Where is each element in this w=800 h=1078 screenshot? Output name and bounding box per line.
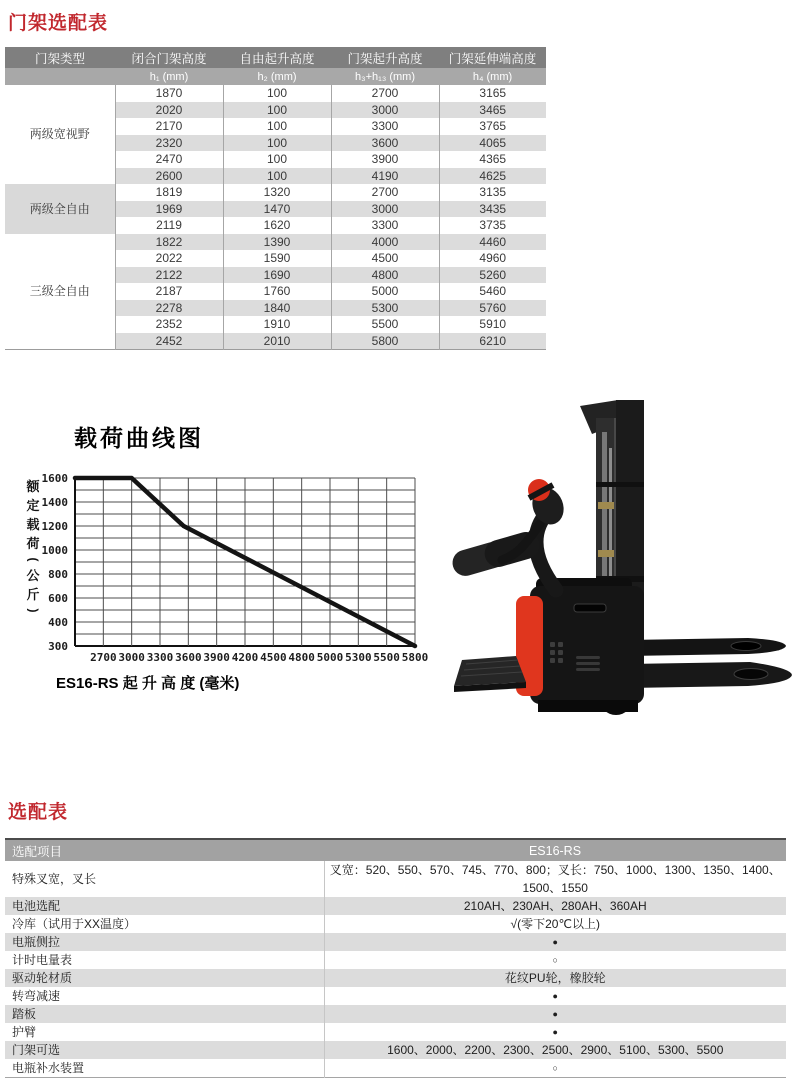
option-value: ○: [324, 1059, 786, 1078]
y-axis-label-char: 定: [26, 498, 40, 513]
mast-cell: 3300: [331, 217, 439, 234]
options-header-row: [5, 839, 786, 861]
mast-cell: 5760: [439, 300, 546, 317]
grille-dot: [558, 658, 563, 663]
mast-cell: 5460: [439, 283, 546, 300]
x-tick-label: 2700: [90, 651, 117, 664]
y-tick-label: 1000: [41, 544, 68, 557]
mast-cell: 3165: [439, 85, 546, 102]
option-label: 电瓶侧拉: [5, 933, 324, 951]
mast-cell: 2122: [115, 267, 223, 284]
mast-selection-table: [5, 47, 546, 350]
product-image-stacker: [450, 390, 795, 720]
mast-cell: 5800: [331, 333, 439, 350]
options-header-model: ES16-RS: [324, 839, 786, 861]
option-value: ●: [324, 1023, 786, 1041]
mast-cell: 1470: [223, 201, 331, 218]
mast-cell: 3000: [331, 102, 439, 119]
subheader-h2: h₂ (mm): [223, 68, 331, 85]
grille-dot: [558, 650, 563, 655]
mast-table-row: [5, 234, 546, 251]
col-header-lift-height: 门架起升高度: [331, 47, 439, 68]
options-table: [5, 838, 786, 1078]
option-row: [5, 1059, 786, 1078]
mast-cell: 1969: [115, 201, 223, 218]
mast-cell: 2187: [115, 283, 223, 300]
mast-cell: 4190: [331, 168, 439, 185]
grille-dot: [558, 642, 563, 647]
x-tick-label: 3000: [118, 651, 145, 664]
mast-cell: 3435: [439, 201, 546, 218]
mast-cell: 4800: [331, 267, 439, 284]
mast-cell: 6210: [439, 333, 546, 350]
y-tick-label: 1400: [41, 496, 68, 509]
option-row: [5, 933, 786, 951]
mast-cell: 2470: [115, 151, 223, 168]
col-header-free-lift: 自由起升高度: [223, 47, 331, 68]
x-tick-label: 3300: [146, 651, 174, 664]
option-value: √(零下20℃以上): [324, 915, 786, 933]
mast-cell: 5000: [331, 283, 439, 300]
y-axis-label-char: 荷: [26, 536, 40, 551]
option-value: 花纹PU轮，橡胶轮: [324, 969, 786, 987]
y-tick-label: 300: [48, 640, 68, 653]
mast-cell: 3600: [331, 135, 439, 152]
mast-cell: 1840: [223, 300, 331, 317]
col-header-closed-height: 闭合门架高度: [115, 47, 223, 68]
mast-cell: 4000: [331, 234, 439, 251]
option-label: 电瓶补水装置: [12, 1061, 85, 1075]
mast-cell: 1590: [223, 250, 331, 267]
mast-cell: 3300: [331, 118, 439, 135]
option-value: ●: [324, 987, 786, 1005]
mast-group-label: 三级全自由: [5, 234, 115, 350]
y-axis-label-char: 斤: [26, 587, 40, 602]
option-label: 护臂: [12, 1025, 37, 1039]
mast-cell: 2600: [115, 168, 223, 185]
mast-cell: 1690: [223, 267, 331, 284]
options-header-item: 选配项目: [5, 839, 324, 861]
mast-group-label: 两级全自由: [5, 184, 115, 234]
y-axis-label-char: (: [26, 557, 41, 562]
mast-cell: 1620: [223, 217, 331, 234]
mast-cell: 2022: [115, 250, 223, 267]
mast-cell: 4500: [331, 250, 439, 267]
subheader-h3: h₃+h₁₃ (mm): [331, 68, 439, 85]
fork-rear-slot: [731, 642, 761, 651]
mast-table-row: [5, 85, 546, 102]
fork-front-slot: [734, 669, 768, 680]
mast-cell: 3900: [331, 151, 439, 168]
mast-cell: 3135: [439, 184, 546, 201]
option-label: 冷库（试用于XX温度）: [12, 917, 137, 931]
x-tick-label: 3600: [175, 651, 202, 664]
mast-cell: 4960: [439, 250, 546, 267]
mast-fitting: [598, 502, 614, 509]
mast-cell: 100: [223, 118, 331, 135]
mast-cell: 2352: [115, 316, 223, 333]
mast-cell: 100: [223, 102, 331, 119]
mast-cell: 1320: [223, 184, 331, 201]
x-tick-label: 5000: [316, 651, 344, 664]
chart-y-axis-label: [24, 477, 42, 617]
mast-cell: 5910: [439, 316, 546, 333]
col-header-mast-type: 门架类型: [5, 47, 115, 68]
mast-cell: 3735: [439, 217, 546, 234]
x-tick-label: 4800: [288, 651, 315, 664]
option-row: [5, 861, 786, 897]
mast-cell: 2700: [331, 184, 439, 201]
grille-dot: [550, 650, 555, 655]
grille-dot: [550, 642, 555, 647]
body-skirt: [538, 700, 638, 712]
option-label: 踏板: [5, 1005, 324, 1023]
option-label: 特殊叉宽，叉长: [12, 872, 97, 886]
mast-cell: 4625: [439, 168, 546, 185]
col-header-extended-height: 门架延伸端高度: [439, 47, 546, 68]
option-row: [5, 1005, 786, 1023]
mast-cell: 5300: [331, 300, 439, 317]
mast-cell: 1390: [223, 234, 331, 251]
mast-cell: 100: [223, 168, 331, 185]
y-tick-label: 800: [48, 568, 68, 581]
option-row: [5, 897, 786, 915]
option-label: 门架可选: [5, 1041, 324, 1059]
vent-slot: [576, 656, 600, 659]
load-curve-chart: [20, 410, 440, 672]
mast-cell: 100: [223, 85, 331, 102]
option-label: 驱动轮材质: [5, 969, 324, 987]
y-axis-label-char: 公: [26, 568, 40, 583]
option-row: [5, 915, 786, 933]
mast-cell: 4065: [439, 135, 546, 152]
mast-cell: 4460: [439, 234, 546, 251]
subheader-blank: [5, 68, 115, 85]
mast-table-row: [5, 184, 546, 201]
option-value: ●: [324, 1005, 786, 1023]
option-value: 1600、2000、2200、2300、2500、2900、5100、5300、5500: [324, 1041, 786, 1059]
option-row: [5, 1041, 786, 1059]
mast-cell: 3465: [439, 102, 546, 119]
mast-cell: 1819: [115, 184, 223, 201]
option-row: [5, 1023, 786, 1041]
x-tick-label: 4200: [231, 651, 259, 664]
chart-title: 载荷曲线图: [74, 425, 204, 451]
y-tick-label: 600: [48, 592, 68, 605]
mast-table-subheader-row: [5, 68, 546, 85]
mast-table-title: 门架选配表: [8, 13, 109, 34]
option-value: ○: [324, 951, 786, 969]
option-value: 叉宽：520、550、570、745、770、800；叉长：750、1000、1300、1350、1400、1500、1550: [324, 861, 786, 897]
mast-fitting: [598, 550, 614, 557]
option-value: ●: [324, 933, 786, 951]
mast-cell: 5260: [439, 267, 546, 284]
mast-cell: 1760: [223, 283, 331, 300]
x-tick-label: 5500: [373, 651, 400, 664]
mast-cell: 100: [223, 151, 331, 168]
mast-crossbar: [596, 482, 644, 487]
mast-cell: 1910: [223, 316, 331, 333]
y-axis-label-char: 额: [26, 479, 40, 494]
mast-table-header-row: [5, 47, 546, 68]
options-table-title: 选配表: [8, 802, 69, 823]
option-label: 电池选配: [5, 897, 324, 915]
mast-cell: 1870: [115, 85, 223, 102]
mast-cell: 2452: [115, 333, 223, 350]
chart-x-axis-label: ES16-RS 起 升 高 度 (毫米): [56, 675, 240, 692]
vent-slot: [576, 662, 600, 665]
fork-rear: [628, 638, 786, 656]
mast-group-label: 两级宽视野: [5, 85, 115, 184]
subheader-h4: h₄ (mm): [439, 68, 546, 85]
subheader-h1: h₁ (mm): [115, 68, 223, 85]
option-value: 210AH、230AH、280AH、360AH: [324, 897, 786, 915]
mast-cell: 2170: [115, 118, 223, 135]
y-axis-label-char: ): [26, 608, 41, 613]
x-tick-label: 4500: [260, 651, 287, 664]
mast-cell: 1822: [115, 234, 223, 251]
option-label: 转弯减速: [12, 989, 61, 1003]
y-tick-label: 1200: [41, 520, 68, 533]
mast-cell: 2320: [115, 135, 223, 152]
mast-cell: 3765: [439, 118, 546, 135]
vent-slot: [576, 668, 600, 671]
option-row: [5, 987, 786, 1005]
mast-cell: 4365: [439, 151, 546, 168]
option-row: [5, 951, 786, 969]
grille-dot: [550, 658, 555, 663]
mast-cell: 2119: [115, 217, 223, 234]
x-tick-label: 3900: [203, 651, 230, 664]
y-axis-label-char: 载: [26, 517, 40, 532]
mast-cell: 3000: [331, 201, 439, 218]
mast-cell: 100: [223, 135, 331, 152]
y-tick-label: 400: [48, 616, 68, 629]
mast-cell: 5500: [331, 316, 439, 333]
body-handle-recess: [574, 604, 606, 612]
mast-cell: 2010: [223, 333, 331, 350]
mast-cell: 2020: [115, 102, 223, 119]
x-tick-label: 5800: [401, 651, 429, 664]
option-row: [5, 969, 786, 987]
y-tick-label: 1600: [41, 472, 68, 485]
option-label: 计时电量表: [12, 953, 73, 967]
mast-cell: 2278: [115, 300, 223, 317]
mast-cell: 2700: [331, 85, 439, 102]
x-tick-label: 5300: [345, 651, 372, 664]
